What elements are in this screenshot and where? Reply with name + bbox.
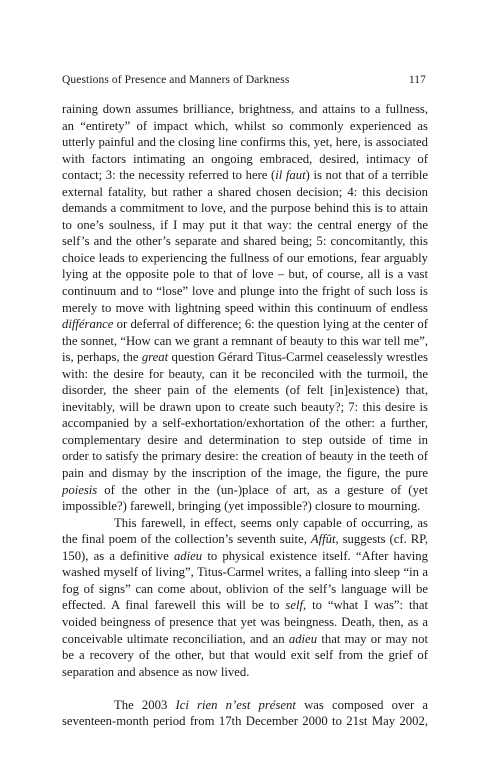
text-run: that may or may not be a recovery of the other, but that would exit self from the grief of separation and absence as now lived. <box>62 631 429 679</box>
text-run: ) is not that of a terrible external fatality, but rather a shared chosen decision; 4: this decision demands a commitment to love, and the purpose behind this is to attain to one’s soulness, if I may put it that way: the central energy of the self’s and the other’s separate and shared being; 5: concomitantly, this choice leads to experiencing the fullness of our emotions, fear arguably lying at the opposite pole to that of love – but, of course, all is a vast continuum and to “lose” love and plunge into the fright of such loss is merely to move with lightning speed within this continuum of endless <box>62 168 428 315</box>
paragraph-3 <box>62 697 428 730</box>
paragraph-2 <box>62 515 428 680</box>
text-run: raining down assumes brilliance, brightness, and attains to a fullness, an “entirety” of impact which, whilst so commonly experienced as utterly painful and the closing line confirms this, yet, here, is associated with factors intimating an ongoing embraced, desired, intimacy of contact; 3: the necessity referred to here ( <box>62 102 428 183</box>
text-run: to physical existence itself. “After having washed myself of living”, Titus-Carmel writes, a falling into sleep “in a fog of signs” can come about, oblivion of the self’s language will be effected. A final farewell this will be to <box>62 548 428 613</box>
page-number: 117 <box>408 74 426 86</box>
text-run: question Gérard Titus-Carmel ceaselessly wrestles with: the desire for beauty, can it be reconciled with the turmoil, the disorder, the sheer pain of the elements (of felt [in]existence) that, inevitably, will be drawn upon to create such beauty?; 7: this desire is accompanied by a self-exhortation/exhortation of the other: a further, complementary desire and determination to step outside of time in order to satisfy the primary desire: the creation of beauty in the teeth of pain and dismay by the inscription of the image, the figure, the pure <box>62 350 428 481</box>
text-run: of the other in the (un-)place of art, as a gesture of (yet impossible?) farewell, bringing (yet impossible?) closure to mourning. <box>62 482 428 514</box>
italic-text: poiesis <box>62 482 98 497</box>
italic-text: il faut <box>275 168 306 183</box>
text-run: , to “what I was”: that voided beingness of presence that yet was beingness. Death, then, as a conceivable ultimate reconciliation, and an <box>62 598 428 646</box>
italic-text: adieu <box>173 548 203 563</box>
italic-text: Affût <box>310 532 336 547</box>
text-run: , suggests (cf. RP, 150), as a definitive <box>62 532 428 563</box>
italic-text: great <box>141 350 169 365</box>
paragraph-1 <box>62 101 428 515</box>
text-run: This farewell, in effect, seems only capable of occurring, as the final poem of the collection’s seventh suite, <box>62 515 428 547</box>
text-run: or deferral of difference; 6: the question lying at the center of the sonnet, “How can we grant a remnant of beauty to this war tell me”, is, perhaps, the <box>62 317 428 365</box>
italic-text: différance <box>62 317 114 332</box>
text-run: was composed over a seventeen-month period from 17th December 2000 to 21st May 2002, <box>62 697 428 729</box>
text-run: The 2003 <box>114 697 176 712</box>
running-title: Questions of Presence and Manners of Darkness <box>62 74 290 86</box>
italic-text: adieu <box>288 631 318 646</box>
body-text <box>62 101 428 730</box>
running-header <box>62 74 426 86</box>
italic-text: self <box>285 598 304 613</box>
italic-text: Ici rien n’est présent <box>175 697 296 712</box>
